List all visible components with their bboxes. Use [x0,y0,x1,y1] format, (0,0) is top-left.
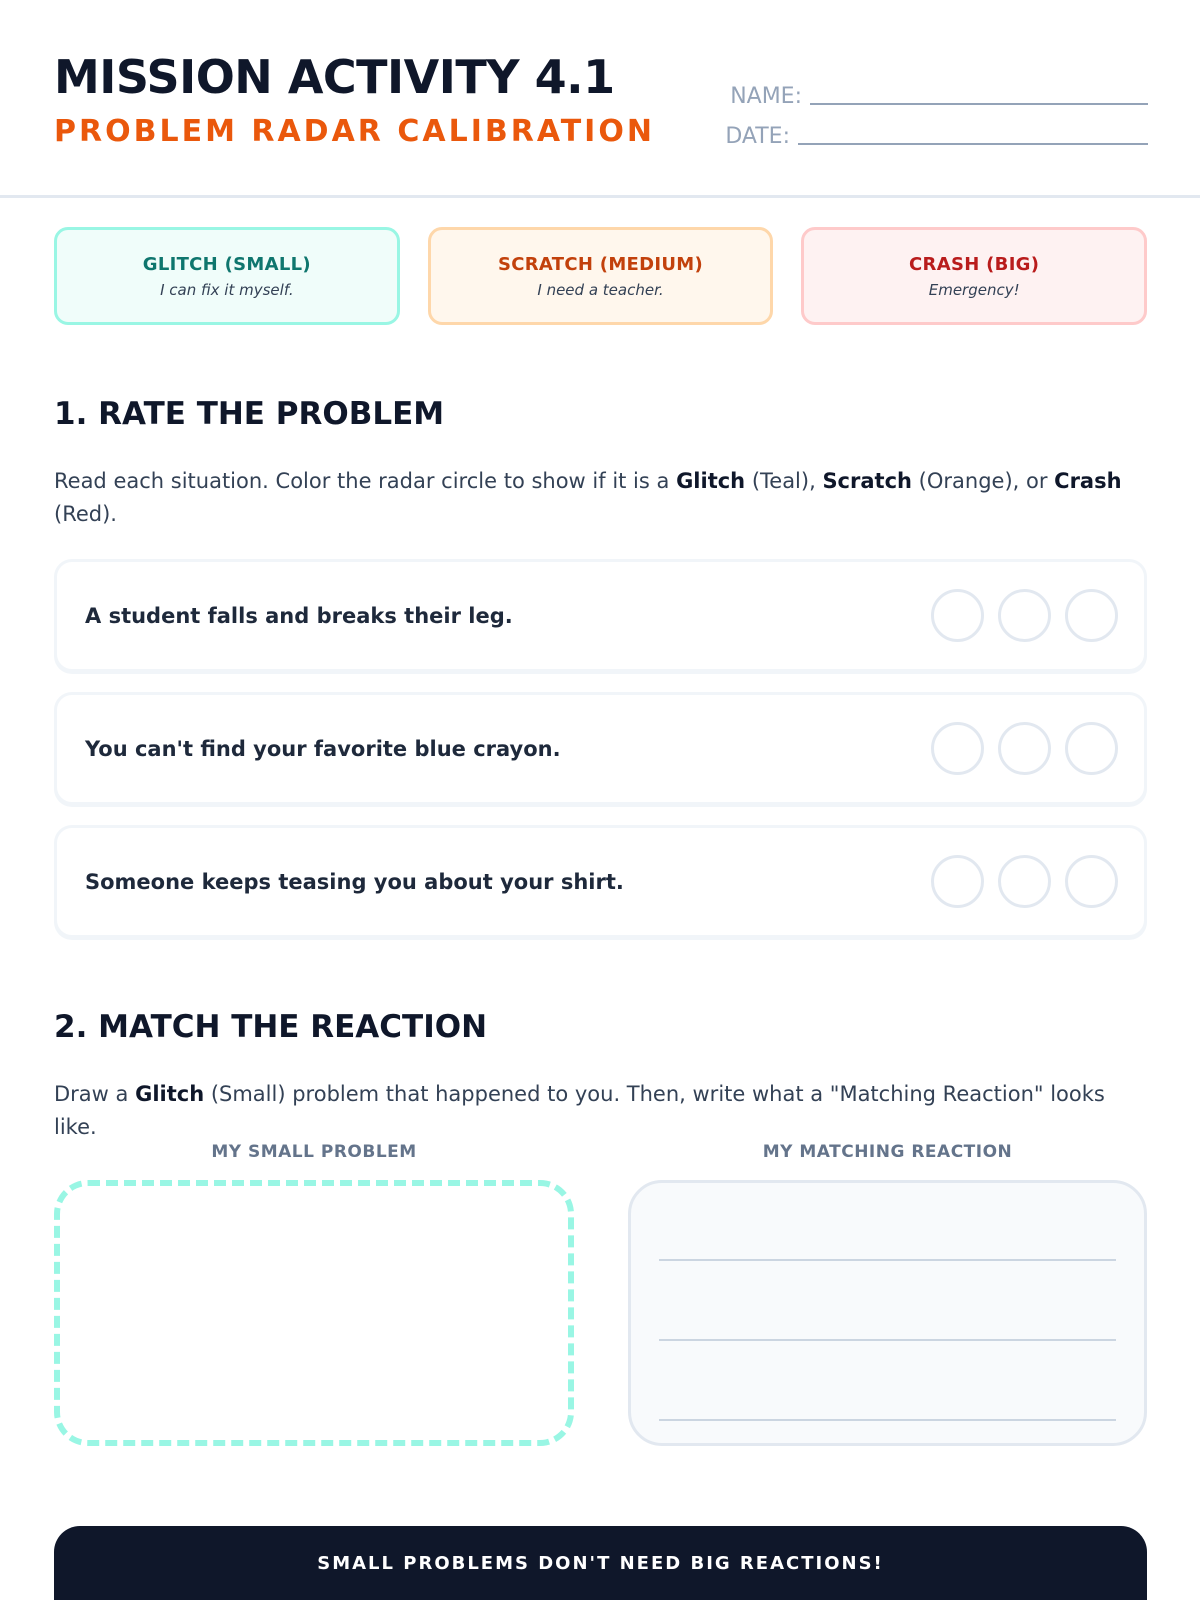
radar-circle[interactable] [1065,855,1118,908]
radar-circles [931,722,1118,775]
situation-list [54,559,1147,958]
situation-row [54,559,1147,672]
instr-crash: Crash [1054,469,1122,493]
legend-card-glitch [54,227,400,325]
instr-text: (Teal), [745,469,823,493]
instr-text: (Small) problem that happened to you. Then, write what a "Matching Reaction" looks like. [54,1082,1105,1139]
footer-banner: SMALL PROBLEMS DON'T NEED BIG REACTIONS! [54,1526,1147,1600]
legend-subtitle: I need a teacher. [537,280,664,299]
legend-title: GLITCH (SMALL) [142,253,311,275]
section-2-instructions [54,1078,1154,1144]
instr-text: (Orange), or [911,469,1055,493]
page-title: MISSION ACTIVITY 4.1 [54,50,615,104]
radar-circle[interactable] [1065,589,1118,642]
radar-circle[interactable] [998,722,1051,775]
date-line[interactable] [798,143,1148,145]
problem-size-legend [54,227,1147,325]
instr-text: (Red). [54,502,117,526]
instr-glitch: Glitch [135,1082,205,1106]
legend-title: SCRATCH (MEDIUM) [498,253,704,275]
situation-row [54,825,1147,938]
legend-card-scratch [428,227,774,325]
radar-circle[interactable] [931,722,984,775]
radar-circle[interactable] [931,589,984,642]
drawing-area[interactable] [54,1180,574,1446]
small-problem-label: MY SMALL PROBLEM [211,1142,417,1162]
radar-circles [931,855,1118,908]
situation-text: Someone keeps teasing you about your shirt. [85,869,624,894]
radar-circle[interactable] [931,855,984,908]
name-label: NAME: [730,84,802,109]
instr-scratch: Scratch [822,469,912,493]
writing-line[interactable] [659,1339,1116,1341]
legend-title: CRASH (BIG) [909,253,1040,275]
writing-area[interactable] [628,1180,1147,1446]
worksheet-header [0,0,1200,198]
matching-reaction-label: MY MATCHING REACTION [762,1142,1013,1162]
writing-line[interactable] [659,1259,1116,1261]
legend-subtitle: I can fix it myself. [160,280,294,299]
situation-text: You can't find your favorite blue crayon. [85,736,561,761]
date-label: DATE: [725,124,790,149]
page-subtitle: PROBLEM RADAR CALIBRATION [54,114,655,149]
instr-glitch: Glitch [676,469,746,493]
situation-row [54,692,1147,805]
radar-circles [931,589,1118,642]
instr-text: Read each situation. Color the radar circle to show if it is a [54,469,677,493]
instr-text: Draw a [54,1082,136,1106]
name-line[interactable] [810,103,1148,105]
section-1-title: 1. RATE THE PROBLEM [54,396,445,432]
radar-circle[interactable] [998,855,1051,908]
legend-card-crash [801,227,1147,325]
radar-circle[interactable] [998,589,1051,642]
date-field[interactable] [725,124,1148,149]
radar-circle[interactable] [1065,722,1118,775]
legend-subtitle: Emergency! [928,280,1020,299]
writing-line[interactable] [659,1419,1116,1421]
name-field[interactable] [730,84,1148,109]
section-1-instructions [54,465,1154,531]
situation-text: A student falls and breaks their leg. [85,603,513,628]
section-2-title: 2. MATCH THE REACTION [54,1009,488,1045]
